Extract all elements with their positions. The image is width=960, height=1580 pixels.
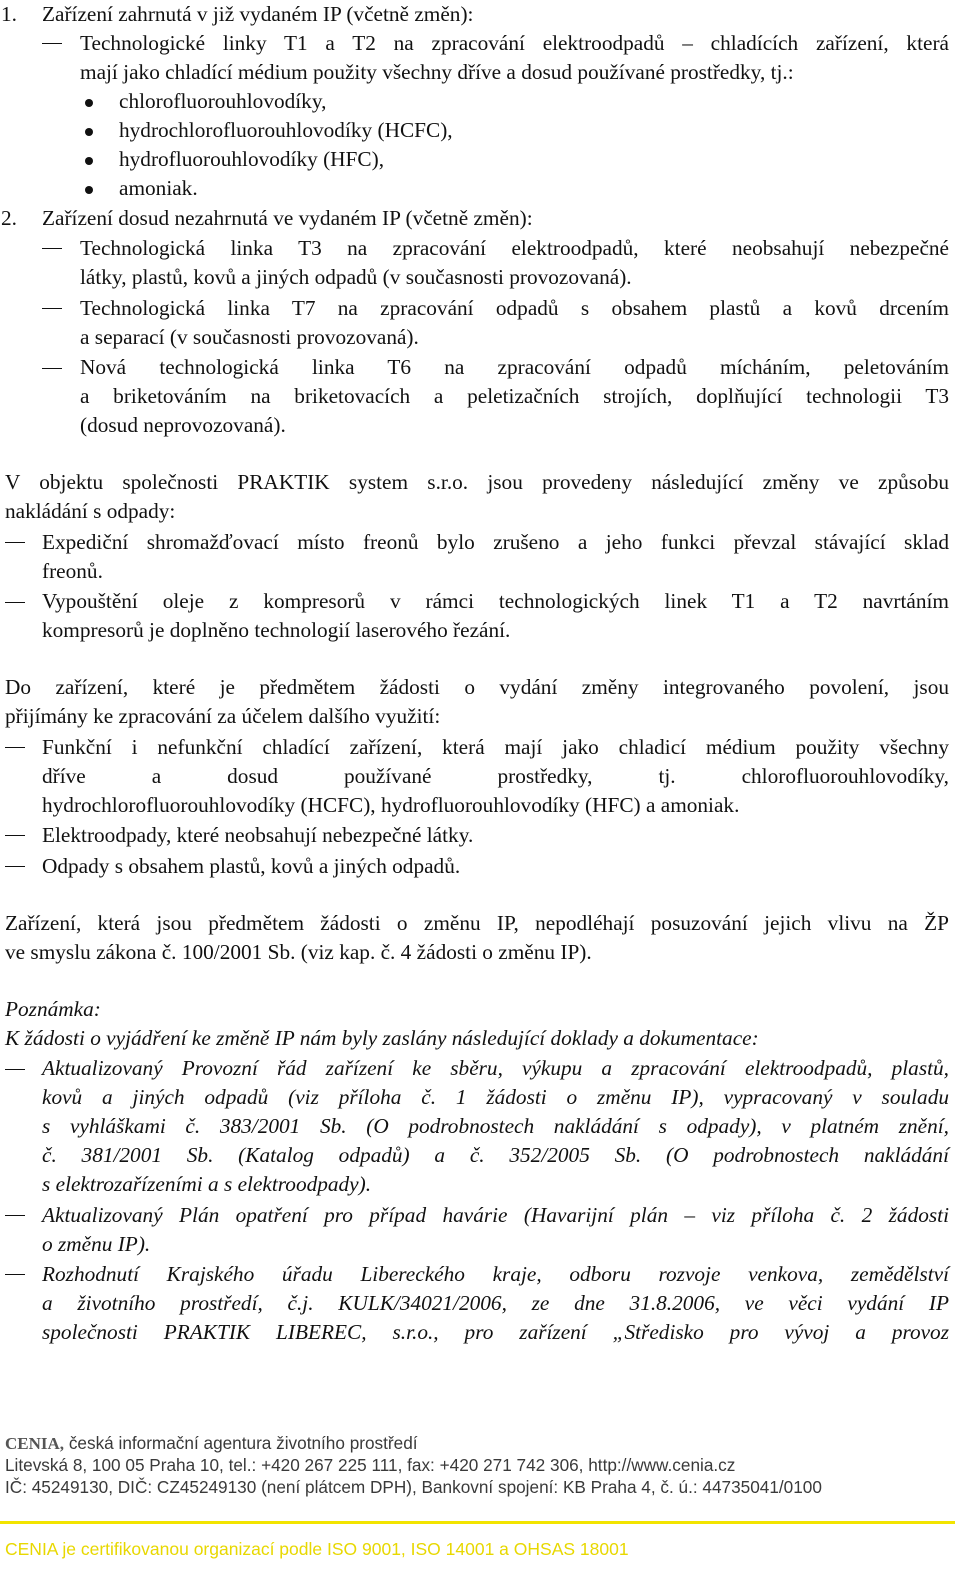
footer-divider: [0, 1521, 955, 1524]
footer-ids: IČ: 45249130, DIČ: CZ45249130 (není plátcem DPH), Bankovní spojení: KB Praha 4, č. ú.: 44735041/0100: [5, 1477, 822, 1497]
section-2-heading: Zařízení dosud nezahrnutá ve vydaném IP (včetně změn):: [42, 206, 533, 230]
bullet-item: chlorofluorouhlovodíky,: [119, 89, 327, 113]
dash-marker: [5, 747, 25, 748]
dash-marker: [5, 835, 25, 836]
footer-org: česká informační agentura životního prostředí: [64, 1433, 418, 1453]
section-2-number: 2.: [1, 206, 17, 230]
s2-item1-line-2: látky, plastů, kovů a jiných odpadů (v současnosti provozovaná).: [80, 265, 632, 289]
note-item2-line-2: o změnu IP).: [42, 1232, 151, 1256]
dash-marker: [5, 1069, 25, 1070]
dash-marker: [5, 542, 25, 543]
note-item1-line-4: č. 381/2001 Sb. (Katalog odpadů) a č. 352/2005 Sb. (O podrobnostech nakládání: [42, 1143, 949, 1167]
changes-item2-line-1: Vypouštění oleje z kompresorů v rámci technologických linek T1 a T2 navrtáním: [42, 589, 949, 613]
s2-item3-line-2: a briketováním na briketovacích a peletizačních strojích, doplňující technologii T3: [80, 384, 949, 408]
s1-dash-line-1: Technologické linky T1 a T2 na zpracování elektroodpadů – chladících zařízení, která: [80, 31, 949, 55]
footer-brand: CENIA,: [5, 1434, 65, 1453]
s1-dash-line-2: mají jako chladící médium použity všechny dříve a dosud používané prostředky, tj.:: [80, 60, 794, 84]
bullet-dot: [85, 99, 93, 107]
section-1-heading: Zařízení zahrnutá v již vydaném IP (včetně změn):: [42, 2, 474, 26]
bullet-dot: [85, 186, 93, 194]
dash-marker: [5, 1215, 25, 1216]
changes-intro-line-2: nakládání s odpady:: [5, 499, 176, 523]
s2-item1-line-1: Technologická linka T3 na zpracování elektroodpadů, které neobsahují nebezpečné: [80, 236, 949, 260]
note-item1-line-5: s elektrozařízeními a s elektroodpady).: [42, 1172, 372, 1196]
accepted-intro-line-1: Do zařízení, které je předmětem žádosti o vydání změny integrovaného povolení, jsou: [5, 675, 949, 699]
note-item1-line-3: s vyhláškami č. 383/2001 Sb. (O podrobnostech nakládání s odpady), v platném znění,: [42, 1114, 949, 1138]
note-item3-line-3: společnosti PRAKTIK LIBEREC, s.r.o., pro zařízení „Středisko pro vývoj a provoz: [42, 1320, 949, 1344]
note-title: Poznámka:: [5, 997, 101, 1021]
footer-certification: CENIA je certifikovanou organizací podle ISO 9001, ISO 14001 a OHSAS 18001: [5, 1539, 629, 1559]
accepted-item2: Elektroodpady, které neobsahují nebezpečné látky.: [42, 823, 474, 847]
dash-marker: [42, 43, 62, 44]
s2-item2-line-1: Technologická linka T7 na zpracování odpadů s obsahem plastů a kovů drcením: [80, 296, 949, 320]
note-item3-line-1: Rozhodnutí Krajského úřadu Libereckého kraje, odboru rozvoje venkova, zemědělství: [42, 1262, 949, 1286]
dash-marker: [5, 1274, 25, 1275]
changes-item2-line-2: kompresorů je doplněno technologií laserového řezání.: [42, 618, 511, 642]
accepted-item1-line-1: Funkční i nefunkční chladící zařízení, která mají jako chladicí médium použity všechny: [42, 735, 949, 759]
footer-address: Litevská 8, 100 05 Praha 10, tel.: +420 267 225 111, fax: +420 271 742 306, http://www.cenia.cz: [5, 1455, 736, 1475]
bullet-dot: [85, 157, 93, 165]
accepted-item3: Odpady s obsahem plastů, kovů a jiných odpadů.: [42, 854, 461, 878]
dash-marker: [42, 248, 62, 249]
note-item2-line-1: Aktualizovaný Plán opatření pro případ havárie (Havarijní plán – viz příloha č. 2 žádosti: [42, 1203, 949, 1227]
bullet-item: hydrochlorofluorouhlovodíky (HCFC),: [119, 118, 453, 142]
footer-org-line: [5, 1433, 418, 1454]
s2-item3-line-3: (dosud neprovozovaná).: [80, 413, 286, 437]
dash-marker: [5, 602, 25, 603]
changes-item1-line-2: freonů.: [42, 559, 103, 583]
eia-line-1: Zařízení, která jsou předmětem žádosti o změnu IP, nepodléhají posuzování jejich vlivu na ŽP: [5, 911, 949, 935]
note-intro: K žádosti o vyjádření ke změně IP nám byly zaslány následující doklady a dokumentace:: [5, 1026, 759, 1050]
s2-item3-line-1: Nová technologická linka T6 na zpracování odpadů mícháním, peletováním: [80, 355, 949, 379]
accepted-item1-line-3: hydrochlorofluorouhlovodíky (HCFC), hydrofluorouhlovodíky (HFC) a amoniak.: [42, 793, 740, 817]
note-item1-line-1: Aktualizovaný Provozní řád zařízení ke sběru, výkupu a zpracování elektroodpadů, plastů,: [42, 1056, 949, 1080]
section-1-number: 1.: [1, 2, 17, 26]
dash-marker: [5, 866, 25, 867]
bullet-item: hydrofluorouhlovodíky (HFC),: [119, 147, 385, 171]
changes-item1-line-1: Expediční shromažďovací místo freonů bylo zrušeno a jeho funkci převzal stávající sklad: [42, 530, 949, 554]
bullet-dot: [85, 128, 93, 136]
dash-marker: [42, 308, 62, 309]
changes-intro-line-1: V objektu společnosti PRAKTIK system s.r.o. jsou provedeny následující změny ve způsobu: [5, 470, 949, 494]
accepted-item1-line-2: dříve a dosud používané prostředky, tj. chlorofluorouhlovodíky,: [42, 764, 949, 788]
dash-marker: [42, 368, 62, 369]
note-item1-line-2: kovů a jiných odpadů (viz příloha č. 1 žádosti o změnu IP), vypracovaný v souladu: [42, 1085, 949, 1109]
bullet-item: amoniak.: [119, 176, 198, 200]
note-item3-line-2: a životního prostředí, č.j. KULK/34021/2006, ze dne 31.8.2006, ve věci vydání IP: [42, 1291, 949, 1315]
eia-line-2: ve smyslu zákona č. 100/2001 Sb. (viz kap. č. 4 žádosti o změnu IP).: [5, 940, 592, 964]
s2-item2-line-2: a separací (v současnosti provozovaná).: [80, 325, 419, 349]
accepted-intro-line-2: přijímány ke zpracování za účelem dalšího využití:: [5, 704, 441, 728]
